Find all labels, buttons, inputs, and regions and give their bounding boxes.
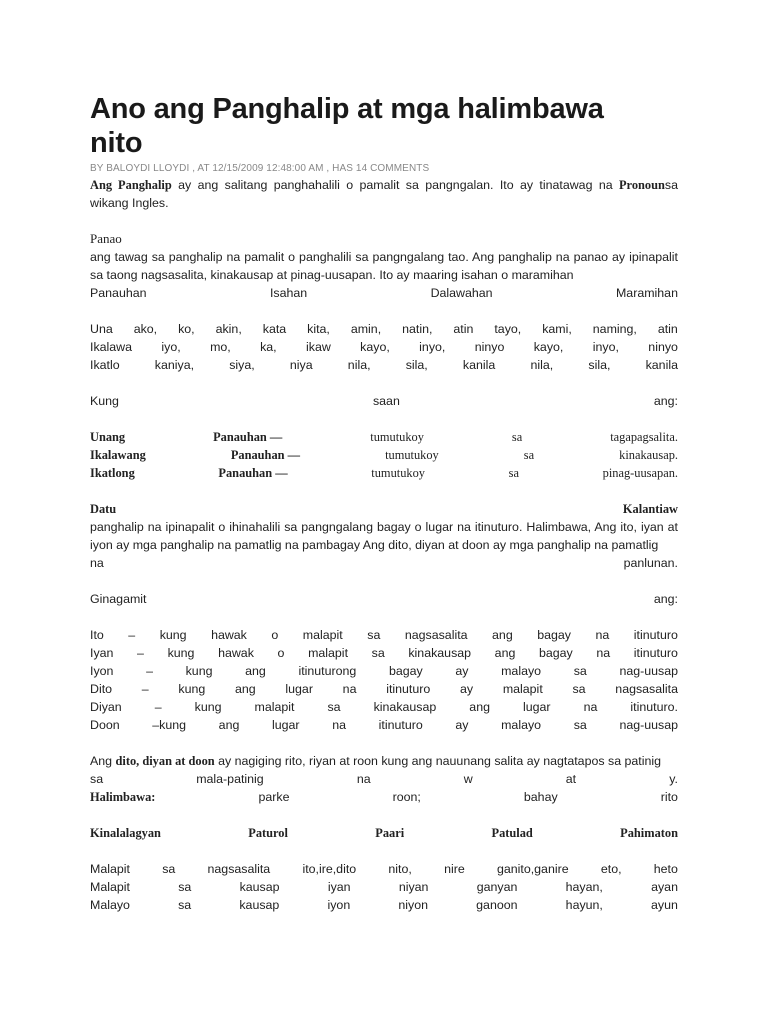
row-word: Una <box>90 322 113 336</box>
row-word: ayun <box>651 898 678 912</box>
row-word: ayan <box>651 880 678 894</box>
row-word: lugar <box>523 700 551 714</box>
row-word: siya, <box>229 358 255 372</box>
row-word: Maramihan <box>615 286 678 300</box>
row-word: tumutukoy <box>371 466 425 480</box>
ang-dito-paragraph <box>90 752 678 770</box>
row-word: nito, <box>388 862 412 876</box>
row-word: Iyan <box>90 646 114 660</box>
row-word: inyo, <box>419 340 446 354</box>
row-word: malayo <box>501 718 542 732</box>
row-word: ay <box>455 664 469 678</box>
row-word: sa <box>572 682 586 696</box>
row-word: itinuturo. <box>630 700 678 714</box>
title-line-2: nito <box>90 127 143 159</box>
row-word: malapit <box>254 700 295 714</box>
row-word: Ikatlong <box>90 466 135 480</box>
demonstrative-list <box>90 626 678 734</box>
row-word: kayo, <box>533 340 564 354</box>
row-word: kung <box>185 664 213 678</box>
ang-dito-start: Ang <box>90 754 116 768</box>
row-word: saan <box>372 394 400 408</box>
row-word: nila, <box>530 358 554 372</box>
ang-dito-row-2 <box>90 770 678 788</box>
row-word: na <box>595 628 610 642</box>
row-word: Panauhan — <box>218 466 288 480</box>
demonstrative-row <box>90 626 678 644</box>
row-word: sila, <box>405 358 428 372</box>
row-word: Iyon <box>90 664 114 678</box>
unang-panauhan-row <box>90 428 678 446</box>
demonstrative-row <box>90 662 678 680</box>
row-word: ganyan <box>476 880 518 894</box>
row-word: ninyo <box>474 340 505 354</box>
row-word: kaniya, <box>154 358 195 372</box>
row-word: sa <box>162 862 176 876</box>
row-word: ang <box>218 718 240 732</box>
row-word: Dalawahan <box>430 286 493 300</box>
row-word: na <box>356 772 371 786</box>
ikalawang-panauhan-row <box>90 446 678 464</box>
row-word: nag-uusap <box>619 718 678 732</box>
intro-end: sa wikang Ingles. <box>90 178 678 210</box>
row-word: tumutukoy <box>385 448 439 462</box>
row-word: kanila <box>462 358 496 372</box>
row-word: hayan, <box>565 880 603 894</box>
row-word: Kung <box>90 394 119 408</box>
row-word: ko, <box>178 322 195 336</box>
row-word: malapit <box>302 628 343 642</box>
row-word: Ikalawang <box>90 448 146 462</box>
row-word: sa <box>573 664 587 678</box>
row-word: ang <box>245 664 266 678</box>
row-word: inyo, <box>592 340 619 354</box>
row-word: sa <box>508 466 519 480</box>
intro-text: ay ang salitang panghahalili o pamalit sa pangngalan. Ito ay tinatawag na <box>171 178 619 192</box>
row-word: ka, <box>260 340 277 354</box>
row-word: eto, <box>600 862 622 876</box>
row-word: ang <box>492 628 513 642</box>
row-word: ang: <box>653 394 678 408</box>
row-word: kung <box>159 628 187 642</box>
ginagamit-row <box>90 590 678 608</box>
row-word: roon; <box>392 790 421 804</box>
row-word: Malapit <box>90 862 130 876</box>
row-word: at <box>565 772 577 786</box>
row-word: Ikatlo <box>90 358 120 372</box>
row-word: ganoon <box>476 898 518 912</box>
row-word: itinuturo <box>386 682 431 696</box>
pronoun-table <box>90 320 678 374</box>
row-word: Kinalalagyan <box>90 826 161 840</box>
row-word: parke <box>258 790 290 804</box>
row-word: niyan <box>398 880 429 894</box>
pronoun-row <box>90 320 678 338</box>
row-word: pinag-uusapan. <box>602 466 678 480</box>
row-word: lugar <box>272 718 300 732</box>
row-word: nagsasalita <box>207 862 271 876</box>
row-word: Paturol <box>248 826 288 840</box>
row-word: – <box>141 682 149 696</box>
row-word: malayo <box>501 664 542 678</box>
row-word: w <box>463 772 473 786</box>
demonstrative-row <box>90 680 678 698</box>
term-dito-diyan-doon: dito, diyan at doon <box>115 754 215 768</box>
row-word: Ito <box>90 628 104 642</box>
row-word: itinuturo <box>633 646 678 660</box>
row-word: nagsasalita <box>404 628 468 642</box>
row-word: sa <box>327 700 341 714</box>
article-title <box>90 92 678 160</box>
row-word: malapit <box>308 646 349 660</box>
row-word: na <box>90 556 104 570</box>
term-panghalip: Ang Panghalip <box>90 178 172 192</box>
row-word: itinuturo <box>633 628 678 642</box>
row-word: ay <box>460 682 474 696</box>
row-word: ang <box>469 700 490 714</box>
row-word: amin, <box>350 322 382 336</box>
row-word: na <box>342 682 357 696</box>
row-word: nila, <box>347 358 371 372</box>
row-word: naming, <box>592 322 637 336</box>
row-word: kami, <box>542 322 572 336</box>
row-word: itinuturo <box>378 718 423 732</box>
row-word: Pahimaton <box>620 826 678 840</box>
row-word: kita, <box>307 322 330 336</box>
row-word: Panauhan — <box>213 430 283 444</box>
panao-heading: Panao <box>90 231 122 246</box>
row-word: nire <box>444 862 465 876</box>
row-word: mo, <box>210 340 231 354</box>
row-word: bahay <box>523 790 558 804</box>
post-meta: BY BALOYDI LLOYDI , AT 12/15/2009 12:48:00 AM , HAS 14 COMMENTS <box>90 163 430 174</box>
title-line-1: Ano ang Panghalip at mga halimbawa <box>90 93 604 125</box>
row-word: bagay <box>388 664 423 678</box>
row-word: niya <box>289 358 313 372</box>
row-word: o <box>277 646 285 660</box>
row-word: Halimbawa: <box>90 790 156 804</box>
datu-kalantiaw-row <box>90 500 678 518</box>
row-word: – <box>154 700 162 714</box>
row-word: bagay <box>538 646 573 660</box>
row-word: o <box>271 628 279 642</box>
ang-dito-rest: ay nagiging rito, riyan at roon kung ang nauunang salita ay nagtatapos sa patinig <box>214 754 662 768</box>
row-word: sa <box>178 880 192 894</box>
row-word: atin <box>453 322 474 336</box>
row-word: Datu <box>90 502 117 516</box>
row-word: Paari <box>375 826 405 840</box>
row-word: Isahan <box>269 286 308 300</box>
row-word: sa <box>371 646 385 660</box>
row-word: kanila <box>645 358 678 372</box>
table-row <box>90 860 678 878</box>
row-word: sa <box>90 772 104 786</box>
pronoun-row <box>90 356 678 374</box>
row-word: panlunan. <box>623 556 678 570</box>
row-word: ay <box>455 718 469 732</box>
row-word: nag-uusap <box>619 664 678 678</box>
row-word: bagay <box>537 628 571 642</box>
row-word: sila, <box>588 358 611 372</box>
row-word: Patulad <box>491 826 533 840</box>
row-word: na <box>583 700 598 714</box>
table-row <box>90 896 678 914</box>
kung-saan-row <box>90 392 678 410</box>
panao-paragraph: ang tawag sa panghalip na pamalit o panghalili sa pangngalang tao. Ang panghalip na panao ay ipinapalit sa taong nagsasalita, kinakausap at pinag-uusapan. Ito ay maaring isahan o maramihan <box>90 250 678 282</box>
row-word: tayo, <box>494 322 522 336</box>
row-word: Ginagamit <box>90 592 147 606</box>
row-word: kung <box>194 700 222 714</box>
term-pronoun: Pronoun <box>618 178 665 192</box>
demonstrative-row <box>90 644 678 662</box>
row-word: ninyo <box>648 340 678 354</box>
row-word: atin <box>657 322 678 336</box>
row-word: rito <box>660 790 678 804</box>
row-word: iyo, <box>161 340 181 354</box>
row-word: nagsasalita <box>615 682 678 696</box>
row-word: – <box>146 664 153 678</box>
row-word: ang: <box>653 592 678 606</box>
row-word: kinakausap. <box>619 448 678 462</box>
row-word: kausap <box>239 880 280 894</box>
table-header-row <box>90 824 678 842</box>
row-word: sa <box>573 718 587 732</box>
table-row <box>90 878 678 896</box>
row-word: ganito,ganire <box>496 862 569 876</box>
row-word: Ikalawa <box>90 340 133 354</box>
panauhan-header-row <box>90 284 678 302</box>
row-word: kung <box>167 646 195 660</box>
row-word: Malapit <box>90 880 130 894</box>
row-word: sa <box>523 448 535 462</box>
row-word: Panauhan — <box>230 448 301 462</box>
row-word: na <box>596 646 611 660</box>
pronoun-row <box>90 338 678 356</box>
row-word: sa <box>367 628 381 642</box>
row-word: sa <box>178 898 192 912</box>
row-word: niyon <box>398 898 428 912</box>
row-word: na <box>332 718 346 732</box>
row-word: kinakausap <box>373 700 437 714</box>
row-word: ang <box>494 646 516 660</box>
intro-paragraph <box>90 176 678 212</box>
row-word: hayun, <box>565 898 603 912</box>
row-word: ako, <box>133 322 158 336</box>
row-word: kata <box>262 322 287 336</box>
row-word: lugar <box>285 682 313 696</box>
row-word: ang <box>234 682 256 696</box>
row-word: itinuturong <box>298 664 357 678</box>
row-word: tagapagsalita. <box>610 430 678 444</box>
row-word: hawak <box>218 646 254 660</box>
datu-last-row <box>90 554 678 572</box>
row-word: hawak <box>211 628 247 642</box>
row-word: Doon <box>90 718 120 732</box>
row-word: kung <box>178 682 206 696</box>
row-word: –kung <box>152 718 187 732</box>
row-word: kausap <box>239 898 280 912</box>
row-word: natin, <box>402 322 433 336</box>
row-word: – <box>128 628 136 642</box>
row-word: malapit <box>502 682 543 696</box>
halimbawa-row <box>90 788 678 806</box>
row-word: kayo, <box>360 340 390 354</box>
row-word: ikaw <box>306 340 331 354</box>
demonstrative-row <box>90 698 678 716</box>
row-word: Panauhan <box>90 286 147 300</box>
ikatlong-panauhan-row <box>90 464 678 482</box>
datu-paragraph: panghalip na ipinapalit o ihinahalili sa pangngalang bagay o lugar na itinuturo. Halimbawa, Ang ito, iyan at iyon ay mga panghalip na pamatlig na pambagay Ang dito, diyan at doon ay mga panghalip na pamatlig <box>90 520 678 552</box>
row-word: Malayo <box>90 898 130 912</box>
demonstrative-row <box>90 716 678 734</box>
row-word: mala-patinig <box>196 772 264 786</box>
row-word: heto <box>653 862 678 876</box>
pronoun-location-table <box>90 860 678 914</box>
row-word: Unang <box>90 430 126 444</box>
row-word: – <box>137 646 144 660</box>
row-word: tumutukoy <box>370 430 424 444</box>
row-word: Kalantiaw <box>622 502 678 516</box>
row-word: iyan <box>327 880 351 894</box>
row-word: Diyan <box>90 700 122 714</box>
row-word: akin, <box>215 322 242 336</box>
row-word: iyon <box>327 898 351 912</box>
row-word: y. <box>669 772 678 786</box>
row-word: ito,ire,dito <box>302 862 357 876</box>
row-word: Dito <box>90 682 113 696</box>
row-word: sa <box>511 430 523 444</box>
row-word: kinakausap <box>408 646 472 660</box>
